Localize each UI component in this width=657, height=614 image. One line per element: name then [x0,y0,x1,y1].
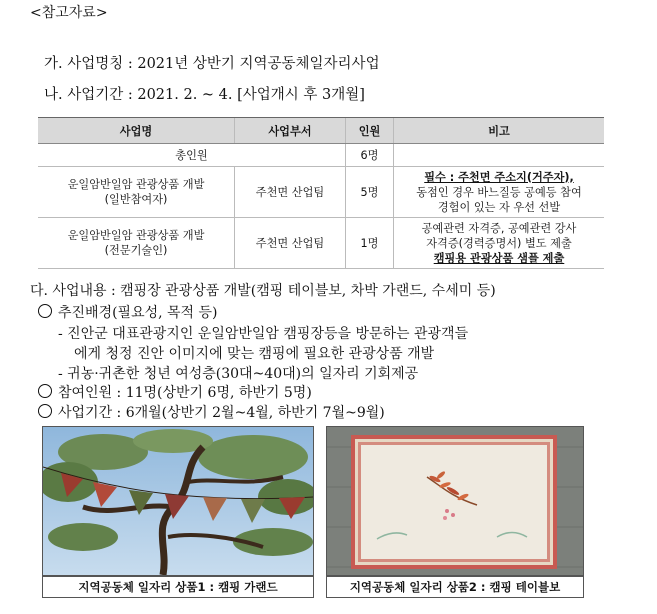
row-headcount: 5명 [346,167,394,218]
header-headcount: 인원 [346,118,394,144]
table-header-row [38,118,604,144]
row-department: 주천면 산업팀 [235,218,346,269]
header-department: 사업부서 [235,118,346,144]
circle-bullet-icon [38,304,52,318]
photo-camping-garland [42,426,314,576]
duration-line [38,403,385,424]
project-name-line: 가. 사업명칭 : 2021년 상반기 지역공동체일자리사업 [44,56,380,72]
tablecloth-illustration [327,427,583,575]
background-heading [38,303,218,324]
header-remarks: 비고 [394,118,605,144]
row-remarks [394,167,605,218]
circle-bullet-icon [38,404,52,418]
header-project-name: 사업명 [38,118,235,144]
table-row [38,167,604,218]
background-item-1b: 에게 청정 진안 이미지에 맞는 캠핑에 필요한 관광상품 개발 [74,346,435,362]
row-name-line2: (전문기술인) [104,244,168,257]
background-title: 추진배경(필요성, 목적 등) [58,305,218,321]
background-item-1a: - 진안군 대표관광지인 운일암반일암 캠핑장등을 방문하는 관광객들 [58,326,469,342]
circle-bullet-icon [38,384,52,398]
project-period-line: 나. 사업기간 : 2021. 2. ~ 4. [사업개시 후 3개월] [44,87,365,103]
row-name-line2: (일반참여자) [104,193,168,206]
reference-label: <참고자료> [30,5,108,21]
row-name-line1: 운일암반일암 관광상품 개발 [67,229,205,242]
total-remarks [394,144,605,167]
row-remark-line3: 경험이 있는 자 우선 선발 [437,200,561,214]
photo-camping-tablecloth [326,426,584,576]
row-department: 주천면 산업팀 [235,167,346,218]
row-remark-line2: 자격증(경력증명서) 별도 제출 [426,236,572,250]
row-remark-line1: 공예관련 자격증, 공예관련 강사 [421,221,577,235]
row-name-line1: 운일암반일암 관광상품 개발 [67,178,205,191]
caption-photo-1: 지역공동체 일자리 상품1 : 캠핑 가랜드 [42,576,314,598]
garland-illustration [43,427,313,575]
row-headcount: 1명 [346,218,394,269]
row-remark-line3: 캠핑용 관광상품 샘플 제출 [433,251,565,265]
total-count: 6명 [346,144,394,167]
row-remarks [394,218,605,269]
business-content-line: 다. 사업내용 : 캠핑장 관광상품 개발(캠핑 테이블보, 차박 가랜드, 수세미 등) [30,283,496,299]
row-project-name [38,167,235,218]
row-project-name [38,218,235,269]
total-label: 총인원 [38,144,346,167]
row-remark-line1: 필수 : 주천면 주소지(거주자), [424,170,574,184]
background-item-2: - 귀농·귀촌한 청년 여성층(30대~40대)의 일자리 기회제공 [58,366,419,382]
table-row-total [38,144,604,167]
participants-text: 참여인원 : 11명(상반기 6명, 하반기 5명) [58,385,312,401]
project-table [38,117,604,269]
row-remark-line2: 동점인 경우 바느질등 공예등 참여 [416,185,582,199]
duration-text: 사업기간 : 6개월(상반기 2월~4월, 하반기 7월~9월) [58,405,385,421]
caption-photo-2: 지역공동체 일자리 상품2 : 캠핑 테이블보 [326,576,584,598]
participants-line [38,383,312,404]
table-row [38,218,604,269]
